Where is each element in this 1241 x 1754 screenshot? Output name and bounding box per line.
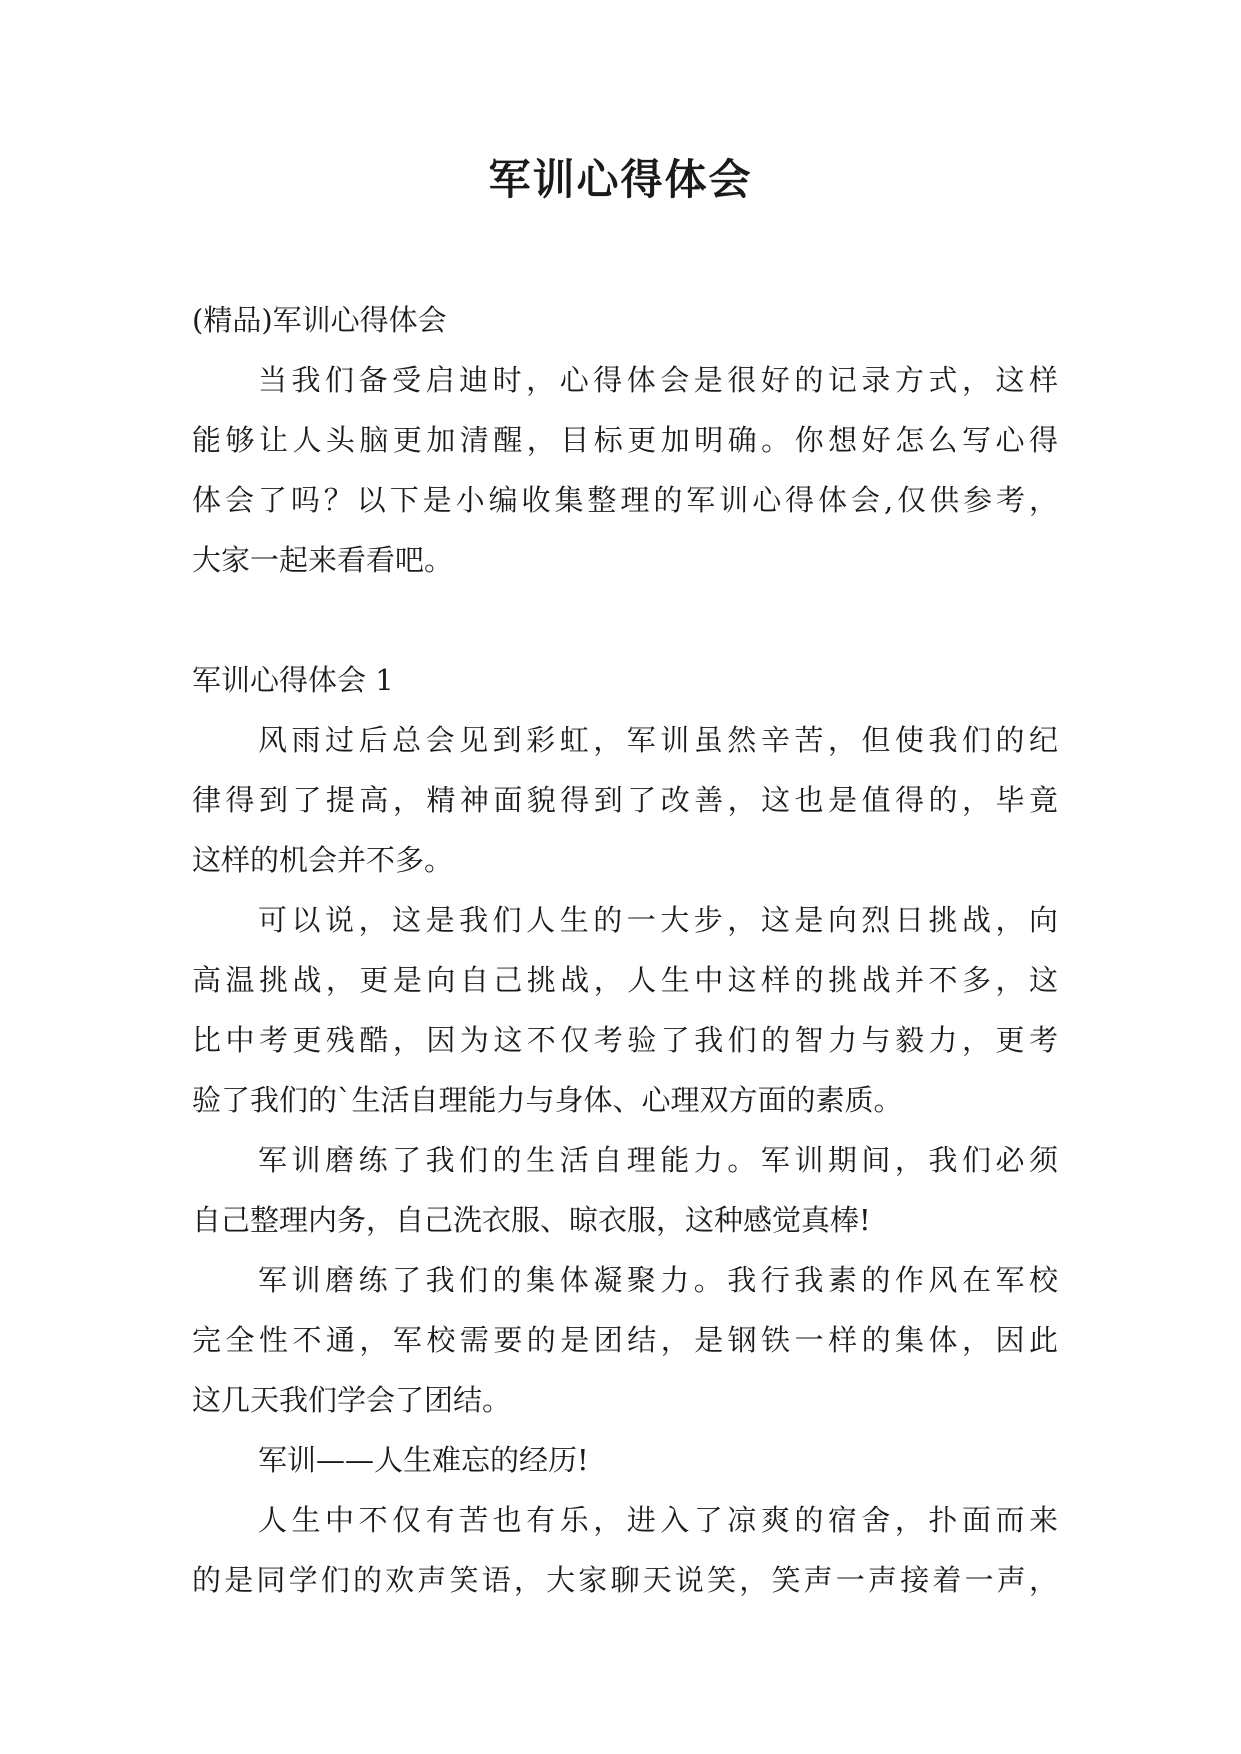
paragraph-line: 完全性不通，军校需要的是团结，是钢铁一样的集体，因此 — [192, 1323, 1058, 1357]
paragraph-line: 大家一起来看看吧。 — [192, 543, 454, 577]
paragraph-2 — [192, 890, 1058, 1130]
paragraph-line: 军训磨练了我们的集体凝聚力。我行我素的作风在军校 — [258, 1263, 1058, 1297]
paragraph-line: 军训磨练了我们的生活自理能力。军训期间，我们必须 — [258, 1143, 1058, 1177]
paragraph-line: 可以说，这是我们人生的一大步，这是向烈日挑战，向 — [258, 903, 1058, 937]
paragraph-line: 这几天我们学会了团结。 — [192, 1383, 512, 1417]
paragraph-5 — [192, 1430, 1058, 1490]
paragraph-line: 高温挑战，更是向自己挑战，人生中这样的挑战并不多，这 — [192, 963, 1058, 997]
paragraph-4 — [192, 1250, 1058, 1430]
paragraph-line: 能够让人头脑更加清醒，目标更加明确。你想好怎么写心得 — [192, 423, 1058, 457]
paragraph-line: 比中考更残酷，因为这不仅考验了我们的智力与毅力，更考 — [192, 1023, 1058, 1057]
document-body — [192, 290, 1058, 1610]
document-title: 军训心得体会 — [488, 155, 753, 204]
paragraph-1 — [192, 710, 1058, 890]
paragraph-line: 人生中不仅有苦也有乐，进入了凉爽的宿舍，扑面而来 — [258, 1503, 1058, 1537]
paragraph-6 — [192, 1490, 1058, 1610]
section-spacer — [192, 590, 1058, 650]
paragraph-line: 自己整理内务，自己洗衣服、晾衣服，这种感觉真棒! — [192, 1203, 871, 1237]
paragraph-line: 的是同学们的欢声笑语，大家聊天说笑，笑声一声接着一声， — [192, 1563, 1058, 1597]
document-subtitle: (精品)军训心得体会 — [192, 303, 447, 337]
paragraph-3 — [192, 1130, 1058, 1250]
intro-paragraph — [192, 350, 1058, 590]
paragraph-line: 风雨过后总会见到彩虹，军训虽然辛苦，但使我们的纪 — [258, 723, 1058, 757]
section-heading: 军训心得体会 1 — [192, 663, 394, 697]
paragraph-line: 体会了吗？以下是小编收集整理的军训心得体会,仅供参考， — [192, 483, 1058, 517]
paragraph-line: 这样的机会并不多。 — [192, 843, 454, 877]
paragraph-line: 验了我们的`生活自理能力与身体、心理双方面的素质。 — [192, 1083, 903, 1117]
paragraph-line: 当我们备受启迪时，心得体会是很好的记录方式，这样 — [258, 363, 1058, 397]
paragraph-line: 律得到了提高，精神面貌得到了改善，这也是值得的，毕竟 — [192, 783, 1058, 817]
paragraph-line: 军训——人生难忘的经历! — [258, 1443, 589, 1477]
